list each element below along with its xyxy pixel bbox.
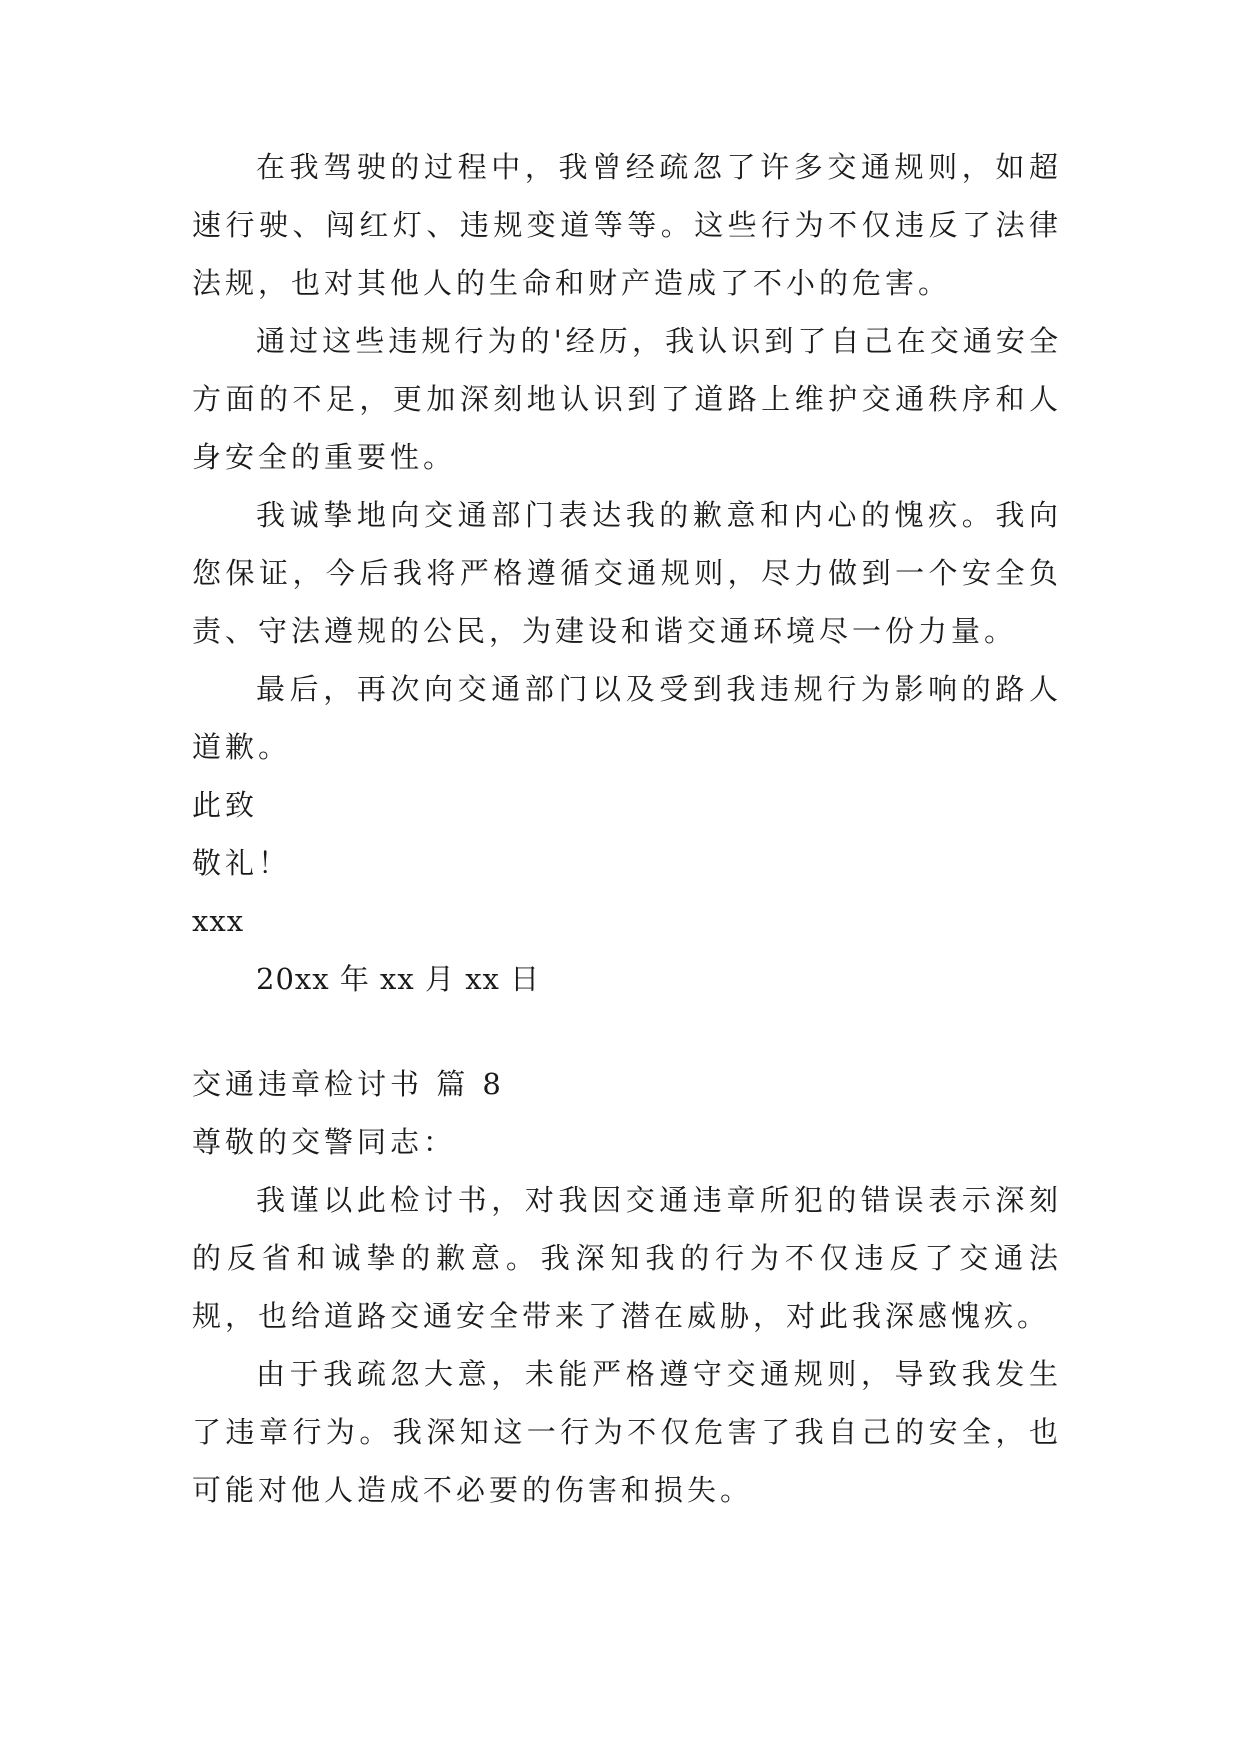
letter1-paragraph-1: 在我驾驶的过程中，我曾经疏忽了许多交通规则，如超速行驶、闯红灯、违规变道等等。这些行为不仅违反了法律法规，也对其他人的生命和财产造成了不小的危害。 [192, 150, 1062, 300]
closing-greeting: 此致 [192, 788, 259, 822]
closing-salute: 敬礼！ [192, 846, 292, 880]
section-gap [192, 1008, 1062, 1055]
section-title: 交通违章检讨书 篇 8 [192, 1067, 505, 1101]
signature: xxx [192, 904, 245, 938]
letter2-paragraph-2: 由于我疏忽大意，未能严格遵守交通规则，导致我发生了违章行为。我深知这一行为不仅危害了我自己的安全，也可能对他人造成不必要的伤害和损失。 [192, 1357, 1062, 1507]
letter1-paragraph-2: 通过这些违规行为的'经历，我认识到了自己在交通安全方面的不足，更加深刻地认识到了道路上维护交通秩序和人身安全的重要性。 [192, 324, 1062, 474]
salutation: 尊敬的交警同志： [192, 1125, 457, 1159]
document-body [192, 138, 1062, 1519]
letter2-paragraph-1: 我谨以此检讨书，对我因交通违章所犯的错误表示深刻的反省和诚挚的歉意。我深知我的行为不仅违反了交通法规，也给道路交通安全带来了潜在威胁，对此我深感愧疚。 [192, 1183, 1062, 1333]
letter1-paragraph-3: 我诚挚地向交通部门表达我的歉意和内心的愧疚。我向您保证，今后我将严格遵循交通规则，尽力做到一个安全负责、守法遵规的公民，为建设和谐交通环境尽一份力量。 [192, 498, 1062, 648]
letter-date: 20xx 年 xx 月 xx 日 [256, 962, 541, 996]
letter1-paragraph-4: 最后，再次向交通部门以及受到我违规行为影响的路人道歉。 [192, 672, 1062, 764]
